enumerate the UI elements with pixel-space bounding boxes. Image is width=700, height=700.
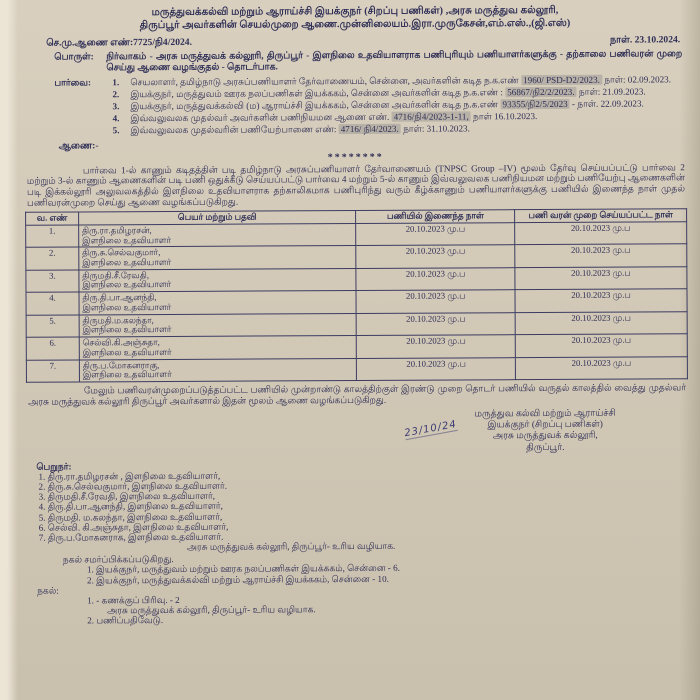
reference-letter-number: 4716/ நி4/2023. xyxy=(340,123,399,134)
cell-regularized-date: 20.10.2023 மு.ப xyxy=(515,289,687,312)
cell-sno: 5. xyxy=(26,315,79,338)
employee-name: திரு.சு.செல்வகுமார், xyxy=(82,247,161,258)
document-title-line1: மருத்துவக்கல்வி மற்றும் ஆராய்ச்சி இயக்குநர் (சிறப்பு பணிகள்) ,அரசு மருத்துவ கல்லூரி, xyxy=(151,4,559,19)
reference-letter-number: 93355/நி2/5/2023 xyxy=(502,98,568,110)
cell-joined-date: 20.10.2023 மு.ப xyxy=(357,312,516,335)
employee-name: திருமதி.சீ.ரேவதி, xyxy=(82,269,150,281)
cell-joined-date: 20.10.2023 மு.ப xyxy=(357,335,516,358)
table-header-regularized: பணி வரன் முறை செய்யப்பட்ட நாள் xyxy=(515,209,687,223)
cell-joined-date: 20.10.2023 மு.ப xyxy=(356,245,515,268)
reference-text-pre: இவ்வலுவலக முதல்வரின் பணியேற்பாணை எண்: xyxy=(130,123,337,135)
copy-submitted-item: 2. இயக்குநர், மருத்துவக்கல்வி மற்றும் ஆராய்ச்சி இயக்ககம், சென்னை - 10. xyxy=(86,573,389,586)
cell-sno: 4. xyxy=(26,292,79,315)
signatory-line2: இயக்குநர் (சிறப்பு பணிகள்) xyxy=(487,419,603,431)
subject-text: நிர்வாகம் - அரசு மருத்துவக் கல்லூரி, திருப்பூர் - இளநிலை உதவியாளராக பணிபுரியும் பணியாளர்களுக்கு - தற்காலை பணிவரன் முறை செய்து ஆணை வழங்குதல் - தொடர்பாக. xyxy=(106,48,683,74)
reference-text-pre: செயலாளர், தமிழ்நாடு அரசுப்பணியாளர் தேர்வாணையம், சென்னை, அவர்களின் கடித ந.க.எண் xyxy=(130,75,519,88)
reference-letter-number: 56867/நி2/2/2023. xyxy=(507,86,575,98)
recipient-item: 2. திரு.சு.செல்வகுமார், இளநிலை உதவியாளர். xyxy=(38,480,228,492)
table-row xyxy=(26,356,687,382)
signature-section xyxy=(26,406,688,461)
reference-date: நாள் 16.10.2023. xyxy=(472,110,538,122)
separator-stars: ******** xyxy=(327,151,384,163)
recipients-via-line: அரசு மருத்துவக் கல்லூரி, திருப்பூர்- உரிய வழியாக. xyxy=(186,540,396,553)
copies-section xyxy=(37,552,689,627)
reference-text-pre: இயக்குநர், மருத்துவக்கல்வி (ம) ஆராய்ச்சி இயக்ககம், சென்னை அவர்களின் கடித ந.க.எண் xyxy=(130,99,499,112)
recipient-item: 4. திரு.தி.பா.ஆனந்தி, இளநிலை உதவியாளர், xyxy=(38,501,223,513)
copy-item: 2. பணிப்பதிவேடு. xyxy=(87,615,164,626)
signatory-line1: மருத்துவ கல்வி மற்றும் ஆராய்ச்சி xyxy=(474,408,616,420)
cell-joined-date: 20.10.2023 மு.ப xyxy=(357,357,516,380)
order-label: ஆணை:- xyxy=(58,139,99,152)
reference-date: நாள்: 21.09.2023. xyxy=(578,86,646,97)
document-content xyxy=(24,4,689,626)
document-title xyxy=(24,4,686,33)
order-body-paragraph: பார்வை 1-ல் காணும் கடிதத்தின் படி தமிழ்நாடு அரசுப்பணியாளர் தேர்வாணையம் (TNPSC Group –IV) மூலம் தேர்வு செய்யப்பட்டு பார்வை 2 மற்றும் 3-ல் காணும் ஆணைகளின் படி பணி ஒதுக்கீடு செய்யப்பட்டு பார்வை 4 மற்றும் 5-ல் காணும் இவ்வலுவலக பணிநியமன மற்றும் பணியேற்பு ஆணைகளின் படி இக்கல்லூரி அலுவலகத்தில் இளநிலை உதவியாளராக தற்காலிகமாக பணிபுரிந்து வரும் கீழ்க்காணும் பணியாளர்களுக்கு பணியில் இணைந்த நாள் முதல் பணிவரன்முறை செய்து ஆணை வழங்கப்படுகிறது. xyxy=(26,161,685,208)
order-date: நாள். 23.10.2024. xyxy=(609,33,681,46)
reference-number: 4. xyxy=(112,113,120,124)
employee-name: செல்வி.கி.அஞ்சுதா, xyxy=(82,337,160,348)
copy-item: 1. - கணக்குப் பிரிவு. - 2 xyxy=(87,594,180,606)
recipients-label: பெறுநர்: xyxy=(36,461,72,472)
cell-regularized-date: 20.10.2023 மு.ப xyxy=(515,311,687,334)
signatory-line3: அரசு மருத்துவக் கல்லூரி, xyxy=(492,431,598,442)
cell-sno: 1. xyxy=(26,225,79,248)
employee-designation: இளநிலை உதவியாளர் xyxy=(82,279,172,290)
employee-designation: இளநிலை உதவியாளர் xyxy=(82,324,172,335)
employee-name: திரு.ரா.தமிழரசன், xyxy=(82,224,152,236)
reference-text xyxy=(131,122,685,136)
cell-name xyxy=(79,223,357,247)
closing-paragraph: மேலும் பணிவரன்முறைப்படுத்தப்பட்ட பணியில் முன்றாண்டு காலத்திற்குள் இரண்டு முறை தொடர் பணியில் வருதல் காலத்தில் வைத்து முதல்வர் அரசு மருத்துவக் கல்லூரி திருப்பூர் அவர்களால் இதன் மூலம் ஆணை வழங்கப்படுகிறது. xyxy=(28,382,687,407)
cell-sno: 3. xyxy=(26,270,79,293)
reference-number: 2. xyxy=(112,89,120,100)
references-list xyxy=(112,74,684,137)
recipient-item: 6. செல்வி. கி.அஞ்சுதா, இளநிலை உதவியாளர், xyxy=(38,521,229,533)
subject-section xyxy=(54,49,682,75)
cell-name xyxy=(79,268,357,292)
signature-handwriting: 23/10/24 xyxy=(403,418,458,440)
signature-block xyxy=(410,408,680,455)
copy-item-via: அரசு மருத்துவக் கல்லூரி, திருப்பூர்- உரிய வழியாக. xyxy=(107,604,316,616)
cell-name xyxy=(79,313,357,337)
reference-number: 1. xyxy=(112,77,120,88)
cell-name xyxy=(79,246,357,270)
document-title-line2: திருப்பூர் அவர்களின் செயல்முறை ஆணை.முன்னிலையம்.இரா.முருகேசன்,எம்.எஸ்.,(ஜி.எஸ்) xyxy=(139,17,571,31)
cell-joined-date: 20.10.2023 மு.ப xyxy=(356,222,515,245)
cell-sno: 7. xyxy=(26,360,79,383)
cell-regularized-date: 20.10.2023 மு.ப xyxy=(515,266,687,289)
table-header-joined: பணியில் இணைந்த நாள் xyxy=(356,210,515,224)
reference-number: 3. xyxy=(112,101,120,112)
recipient-item: 3. திருமதி.சீ.ரேவதி, இளநிலை உதவியாளர், xyxy=(38,491,216,502)
employee-designation: இளநிலை உதவியாளர் xyxy=(82,369,172,380)
order-number: செ.மு.ஆணை எண்:7725/நி4/2024. xyxy=(46,36,192,49)
reference-date: நாள்: 02.09.2023. xyxy=(604,74,672,85)
cell-joined-date: 20.10.2023 மு.ப xyxy=(356,267,515,290)
cell-name xyxy=(79,358,357,382)
regularization-table xyxy=(25,208,688,382)
employee-name: திரு.ப.மோகனராகு, xyxy=(82,359,160,371)
cell-regularized-date: 20.10.2023 மு.ப xyxy=(515,356,687,379)
employee-name: திரு.தி.பா.ஆனந்தி, xyxy=(82,292,157,303)
reference-date: - நாள். 22.09.2023. xyxy=(571,98,644,109)
reference-number: 5. xyxy=(112,124,120,135)
copies-label: நகல்: xyxy=(37,585,59,596)
employee-designation: இளநிலை உதவியாளர் xyxy=(82,346,172,358)
reference-item xyxy=(113,122,685,136)
cell-sno: 2. xyxy=(26,247,79,270)
recipient-item: 1. திரு.ரா.தமிழரசன் , இளநிலை உதவியாளர், xyxy=(38,470,221,482)
employee-designation: இளநிலை உதவியாளர் xyxy=(82,301,172,313)
employee-designation: இளநிலை உதவியாளர் xyxy=(82,234,172,245)
reference-date: நாள்: 31.10.2023. xyxy=(403,123,470,134)
recipient-item: 5. திருமதி. ம.கலந்தா, இளநிலை உதவியாளர், xyxy=(38,511,223,523)
references-section xyxy=(54,74,684,137)
reference-text-pre: இயக்குநர், மருத்துவம் ஊரக நலப்பணிகள் இயக்ககம், சென்னை அவர்களின் கடித ந.க.எண் : xyxy=(130,87,503,100)
references-label: பார்வை: xyxy=(54,77,92,88)
reference-text-pre: இவ்வலுவலக முதல்வர் அவர்களின் பணிநியமன ஆணை எண். xyxy=(130,111,390,123)
subject-label: பொருள்: xyxy=(54,51,94,63)
recipient-item: 7. திரு.ப.மோகனராக, இளநிலை உதவியாளர். xyxy=(38,531,224,543)
employee-designation: இளநிலை உதவியாளர் xyxy=(82,256,172,268)
copy-submitted-item: 1. இயக்குநர், மருத்துவம் மற்றும் ஊரக நலப்பணிகள் இயக்ககம், சென்னை - 6. xyxy=(86,563,400,575)
cell-regularized-date: 20.10.2023 மு.ப xyxy=(515,244,687,267)
order-number-line xyxy=(46,34,680,49)
table-header-name: பெயர் மற்றும் பதவி xyxy=(78,211,356,225)
cell-sno: 6. xyxy=(26,337,79,360)
employee-name: திருமதி.ம.கலந்தா, xyxy=(82,314,154,326)
recipients-section xyxy=(36,458,688,553)
cell-name xyxy=(79,291,357,315)
reference-letter-number: 1960/ PSD-D2/2023. xyxy=(523,74,600,86)
reference-letter-number: 4716/நி4/2023-1-11, xyxy=(393,111,469,122)
signatory-line4: திருப்பூர். xyxy=(526,442,565,453)
table-header-sno: வ. எண் xyxy=(26,212,79,225)
copies-submitted-label: நகல் சமர்ப்பிக்கப்படுகிறது. xyxy=(62,554,174,565)
cell-regularized-date: 20.10.2023 மு.ப xyxy=(515,334,687,357)
cell-joined-date: 20.10.2023 மு.ப xyxy=(356,290,515,313)
cell-regularized-date: 20.10.2023 மு.ப xyxy=(515,222,687,245)
cell-name xyxy=(79,336,357,360)
